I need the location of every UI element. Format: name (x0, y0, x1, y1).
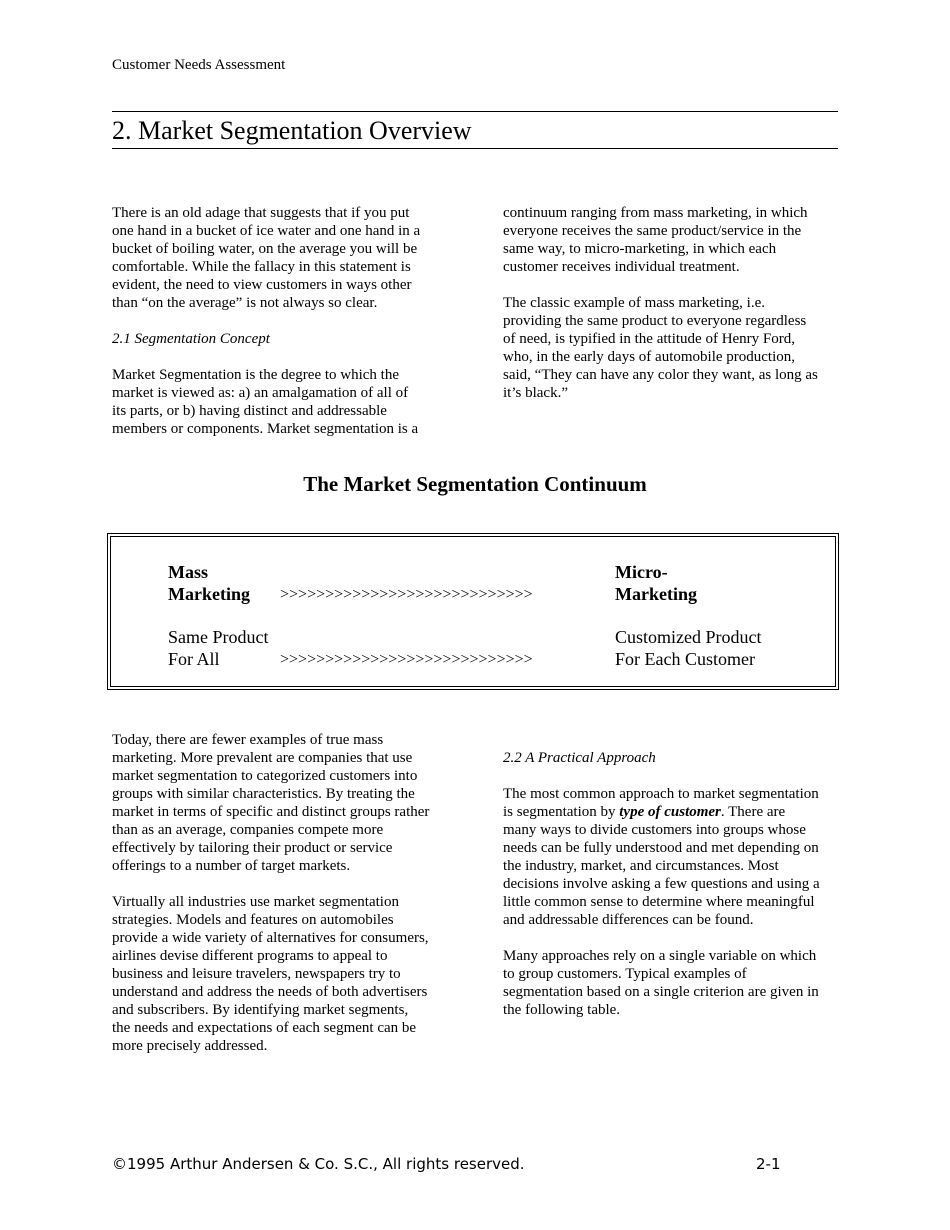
text-line: comfortable. While the fallacy in this statement is (112, 259, 411, 275)
text-line: it’s black.” (503, 385, 568, 401)
micro-label-line2: Marketing (615, 584, 697, 604)
customized-product-line2: For Each Customer (615, 649, 755, 669)
customized-product-line1: Customized Product (615, 627, 762, 647)
text-line: many ways to divide customers into groups whose (503, 822, 806, 838)
text-line: The most common approach to market segmentation (503, 786, 819, 802)
text-line: of need, is typified in the attitude of Henry Ford, (503, 331, 796, 347)
text-run: . There are (720, 804, 786, 820)
text-line: providing the same product to everyone regardless (503, 313, 807, 329)
text-line: its parts, or b) having distinct and addressable (112, 403, 387, 419)
text-line: business and leisure travelers, newspapers try to (112, 966, 401, 982)
mass-label-line1: Mass (168, 562, 208, 582)
text-line: one hand in a bucket of ice water and one hand in a (112, 223, 421, 239)
footer-copyright: ©1995 Arthur Andersen & Co. S.C., All rights reserved. (112, 1155, 525, 1173)
text-line: segmentation based on a single criterion are given in (503, 984, 819, 1000)
text-line: Today, there are fewer examples of true mass (112, 732, 384, 748)
text-line: Virtually all industries use market segmentation (112, 894, 399, 910)
micro-label-line1: Micro- (615, 562, 668, 582)
text-line: The classic example of mass marketing, i.e. (503, 295, 765, 311)
text-line: market in terms of specific and distinct groups rather (112, 804, 430, 820)
text-line: Many approaches rely on a single variable on which (503, 948, 817, 964)
footer-page-number: 2-1 (756, 1155, 781, 1173)
text-line: market is viewed as: a) an amalgamation of all of (112, 385, 409, 401)
text-line: little common sense to determine where meaningful (503, 894, 815, 910)
text-line: marketing. More prevalent are companies that use (112, 750, 413, 766)
text-line: the needs and expectations of each segment can be (112, 1020, 417, 1036)
body-left-column (112, 731, 448, 1055)
body-right-column (503, 749, 839, 1019)
running-header: Customer Needs Assessment (112, 57, 286, 73)
continuum-box (107, 533, 839, 690)
text-line: than “on the average” is not always so clear. (112, 295, 378, 311)
customized-product-label (615, 626, 762, 670)
text-line: the industry, market, and circumstances. Most (503, 858, 779, 874)
text-line: to group customers. Typical examples of (503, 966, 747, 982)
text-line: airlines devise different programs to appeal to (112, 948, 388, 964)
text-line: evident, the need to view customers in ways other (112, 277, 412, 293)
text-line: everyone receives the same product/service in the (503, 223, 802, 239)
chapter-title: 2. Market Segmentation Overview (112, 116, 472, 145)
text-line: than as an average, companies compete more (112, 822, 384, 838)
text-line: effectively by tailoring their product or service (112, 840, 393, 856)
text-line: more precisely addressed. (112, 1038, 268, 1054)
text-line: needs can be fully understood and met depending on (503, 840, 819, 856)
section-2-2-heading: 2.2 A Practical Approach (503, 750, 656, 766)
intro-right-column (503, 204, 839, 402)
text-line: same way, to micro-marketing, in which each (503, 241, 777, 257)
figure-title: The Market Segmentation Continuum (303, 472, 647, 496)
mass-label-line2: Marketing (168, 584, 250, 604)
text-line: market segmentation to categorized customers into (112, 768, 418, 784)
continuum-arrows-bottom: >>>>>>>>>>>>>>>>>>>>>>>>>>>> (280, 651, 533, 668)
text-line: groups with similar characteristics. By treating the (112, 786, 415, 802)
title-top-rule (112, 111, 838, 112)
text-line: bucket of boiling water, on the average you will be (112, 241, 418, 257)
text-line: provide a wide variety of alternatives for consumers, (112, 930, 429, 946)
text-line: There is an old adage that suggests that if you put (112, 205, 410, 221)
text-line: decisions involve asking a few questions and using a (503, 876, 820, 892)
text-line: understand and address the needs of both advertisers (112, 984, 428, 1000)
text-line: said, “They can have any color they want, as long as (503, 367, 818, 383)
text-line: and subscribers. By identifying market segments, (112, 1002, 409, 1018)
same-product-line2: For All (168, 649, 220, 669)
same-product-line1: Same Product (168, 627, 269, 647)
text-line: and addressable differences can be found. (503, 912, 754, 928)
text-line: Market Segmentation is the degree to which the (112, 367, 399, 383)
continuum-arrows-top: >>>>>>>>>>>>>>>>>>>>>>>>>>>> (280, 586, 533, 603)
text-line: strategies. Models and features on automobiles (112, 912, 394, 928)
text-line (503, 803, 839, 821)
section-2-1-heading: 2.1 Segmentation Concept (112, 331, 270, 347)
text-line: offerings to a number of target markets. (112, 858, 351, 874)
same-product-label (168, 626, 269, 670)
mass-marketing-label (168, 561, 250, 605)
text-line: members or components. Market segmentation is a (112, 421, 419, 437)
micro-marketing-label (615, 561, 697, 605)
text-line: who, in the early days of automobile production, (503, 349, 796, 365)
text-line: continuum ranging from mass marketing, in which (503, 205, 808, 221)
text-line: the following table. (503, 1002, 621, 1018)
text-line: customer receives individual treatment. (503, 259, 740, 275)
text-run: is segmentation by (503, 804, 620, 820)
emphasis-type-of-customer: type of customer (619, 804, 721, 820)
intro-left-column (112, 204, 448, 438)
title-bottom-rule (112, 148, 838, 149)
